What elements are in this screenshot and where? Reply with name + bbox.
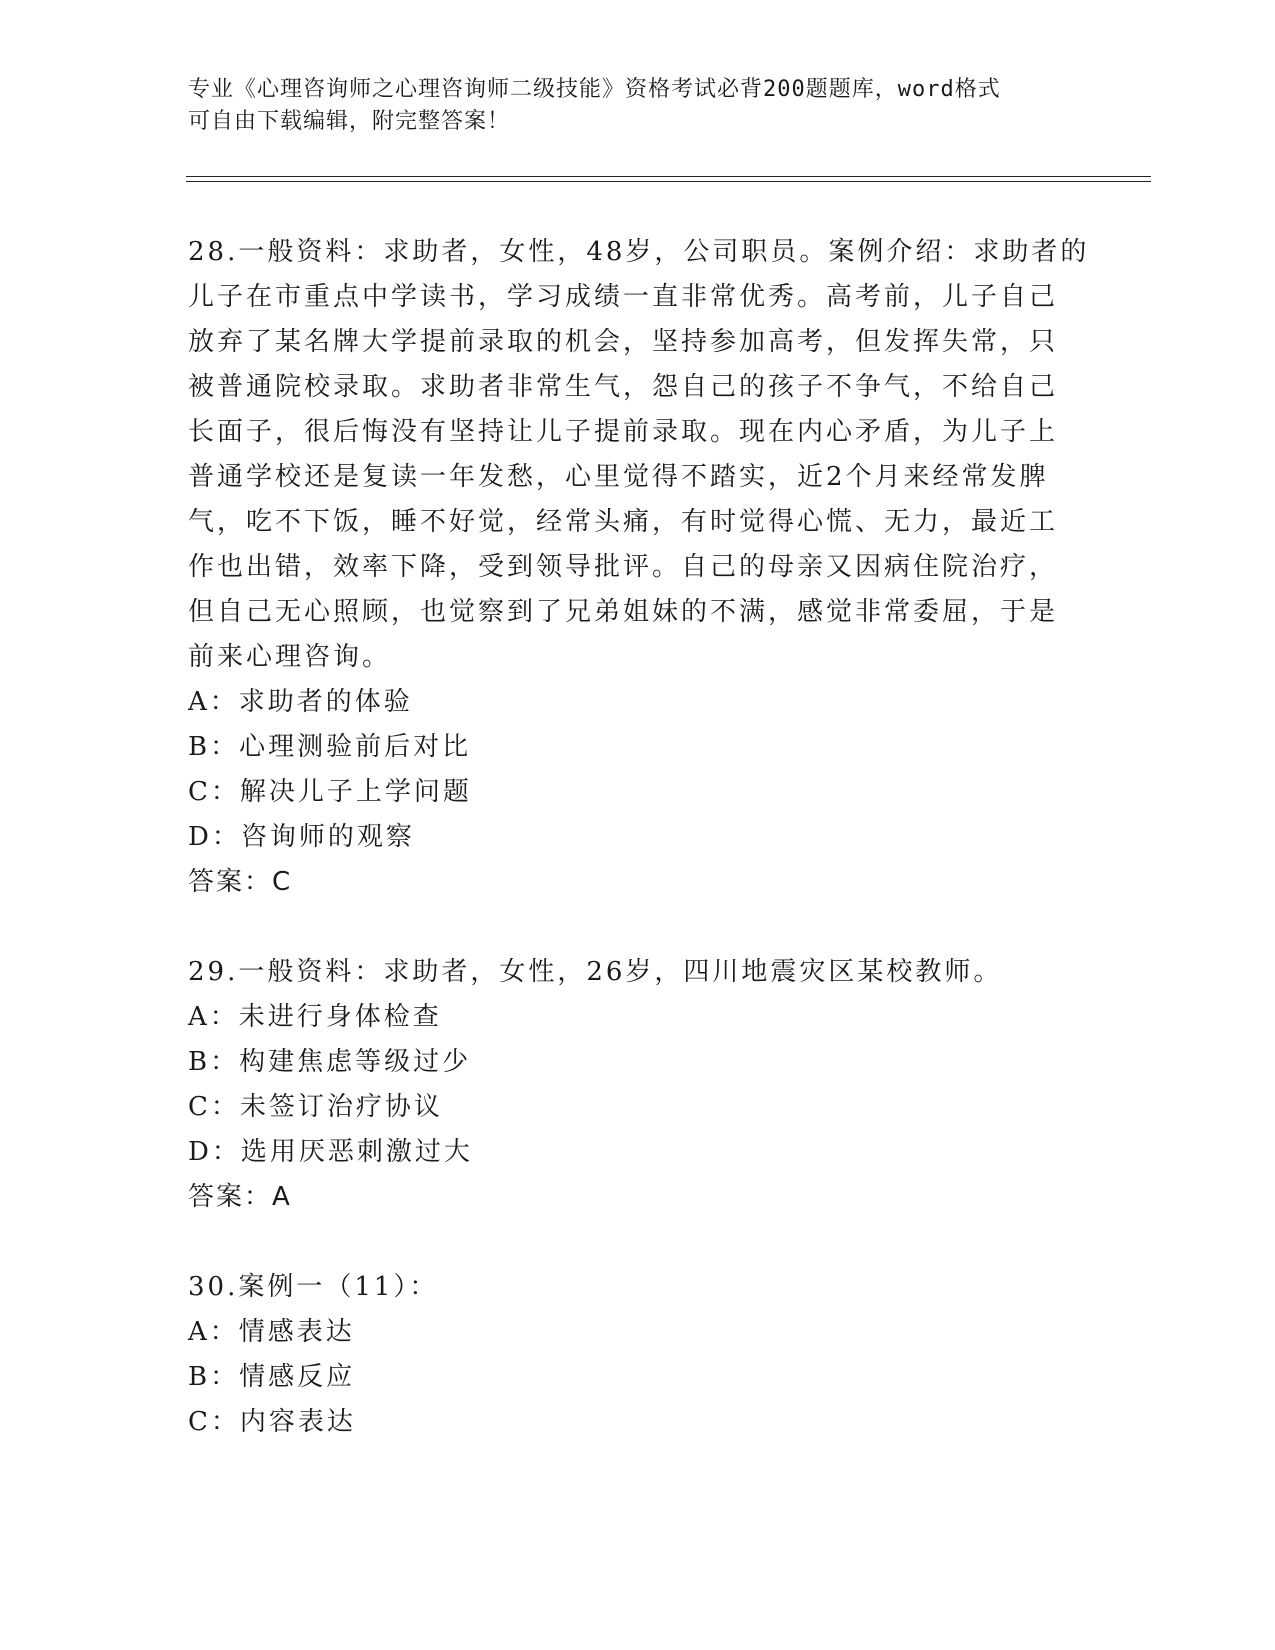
question-text-line: 28.一般资料：求助者，女性，48岁，公司职员。案例介绍：求助者的 <box>188 237 1090 267</box>
question-text-line: 30.案例一（11）： <box>188 1272 439 1302</box>
question-text-line: 气，吃不下饭，睡不好觉，经常头痛，有时觉得心慌、无力，最近工 <box>188 507 1059 537</box>
option-b: B：情感反应 <box>188 1362 356 1392</box>
question-text-line: 普通学校还是复读一年发愁，心里觉得不踏实，近2个月来经常发脾 <box>188 462 1049 492</box>
option-c: C：未签订治疗协议 <box>188 1092 443 1122</box>
question-text-line: 作也出错，效率下降，受到领导批评。自己的母亲又因病住院治疗， <box>188 552 1059 582</box>
document-header <box>188 74 1088 138</box>
header-divider-top <box>186 176 1151 177</box>
header-title-line-1: 专业《心理咨询师之心理咨询师二级技能》资格考试必背200题题库，word格式 <box>188 77 1001 102</box>
option-a: A：求助者的体验 <box>188 687 413 717</box>
question-text-line: 长面子，很后悔没有坚持让儿子提前录取。现在内心矛盾，为儿子上 <box>188 417 1059 447</box>
option-c: C：内容表达 <box>188 1407 356 1437</box>
question-text-line: 但自己无心照顾，也觉察到了兄弟姐妹的不满，感觉非常委屈，于是 <box>188 597 1059 627</box>
question-text-line: 被普通院校录取。求助者非常生气，怨自己的孩子不争气，不给自己 <box>188 372 1059 402</box>
option-b: B：心理测验前后对比 <box>188 732 472 762</box>
question-text-line: 放弃了某名牌大学提前录取的机会，坚持参加高考，但发挥失常，只 <box>188 327 1059 357</box>
question-list <box>188 230 1088 1445</box>
option-d: D：选用厌恶刺激过大 <box>188 1137 473 1167</box>
question-spacer <box>188 1220 1088 1265</box>
answer-line: 答案：A <box>188 1182 292 1212</box>
question-text-line: 29.一般资料：求助者，女性，26岁，四川地震灾区某校教师。 <box>188 957 1003 987</box>
answer-line: 答案：C <box>188 867 293 897</box>
question-text-line: 儿子在市重点中学读书，学习成绩一直非常优秀。高考前，儿子自己 <box>188 282 1059 312</box>
option-b: B：构建焦虑等级过少 <box>188 1047 472 1077</box>
question-28 <box>188 230 1088 905</box>
header-divider-bottom <box>186 181 1151 182</box>
option-a: A：未进行身体检查 <box>188 1002 442 1032</box>
question-29 <box>188 950 1088 1220</box>
question-text-line: 前来心理咨询。 <box>188 642 392 672</box>
question-spacer <box>188 905 1088 950</box>
option-a: A：情感表达 <box>188 1317 355 1347</box>
option-c: C：解决儿子上学问题 <box>188 777 472 807</box>
question-30 <box>188 1265 1088 1445</box>
header-title-line-2: 可自由下载编辑，附完整答案！ <box>188 109 511 134</box>
option-d: D：咨询师的观察 <box>188 822 415 852</box>
